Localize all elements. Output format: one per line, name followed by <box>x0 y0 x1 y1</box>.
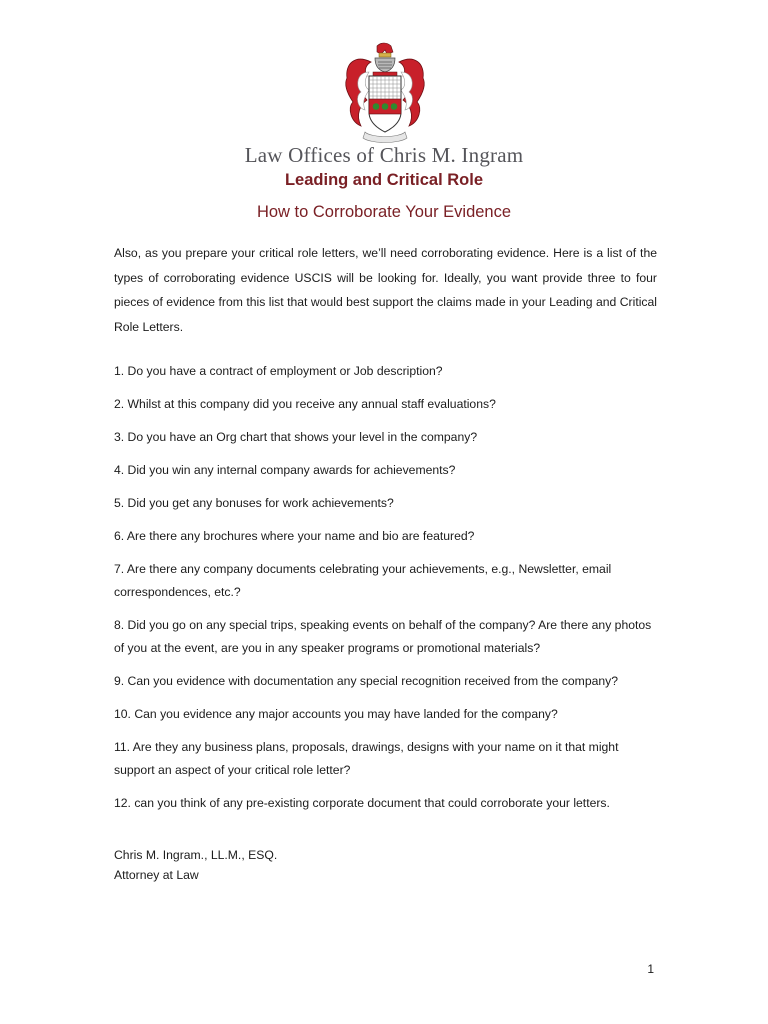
intro-text: Also, as you prepare your critical role letters, we’ll need corroborating evidence. Here is a list of the types of corroborating evidence USCIS will be looking for. Ideally, you want provide three to four pieces of evidence from this list that would best support the claims made in your Leading and Critical Role Letters. <box>114 246 657 334</box>
list-item: 8. Did you go on any special trips, speaking events on behalf of the company? Are there any photos of you at the event, are you in any speaker programs or promotional materials? <box>114 618 652 655</box>
list-item: 12. can you think of any pre-existing corporate document that could corroborate your letters. <box>114 796 610 810</box>
list-item: 1. Do you have a contract of employment or Job description? <box>114 364 443 378</box>
list-item: 6. Are there any brochures where your name and bio are featured? <box>114 529 475 543</box>
coat-of-arms-logo <box>341 42 429 144</box>
question-list <box>114 360 657 825</box>
signature-name: Chris M. Ingram., LL.M., ESQ. <box>114 848 278 862</box>
list-item: 9. Can you evidence with documentation any special recognition received from the company? <box>114 674 619 688</box>
list-item: 4. Did you win any internal company awards for achievements? <box>114 463 456 477</box>
document-subtitle: How to Corroborate Your Evidence <box>256 203 512 221</box>
signature-block <box>114 845 657 885</box>
list-item: 10. Can you evidence any major accounts you may have landed for the company? <box>114 707 558 721</box>
list-item: 7. Are there any company documents celebrating your achievements, e.g., Newsletter, email correspondences, etc.? <box>114 562 612 599</box>
list-item: 3. Do you have an Org chart that shows your level in the company? <box>114 430 478 444</box>
page-number: 1 <box>647 962 654 976</box>
intro-paragraph <box>114 241 657 339</box>
list-item: 2. Whilst at this company did you receive any annual staff evaluations? <box>114 397 496 411</box>
firm-name: Law Offices of Chris M. Ingram <box>244 143 524 167</box>
list-item: 11. Are they any business plans, proposals, drawings, designs with your name on it that might support an aspect of your critical role letter? <box>114 740 619 777</box>
signature-role: Attorney at Law <box>114 868 199 882</box>
list-item: 5. Did you get any bonuses for work achievements? <box>114 496 394 510</box>
document-title: Leading and Critical Role <box>284 171 484 189</box>
